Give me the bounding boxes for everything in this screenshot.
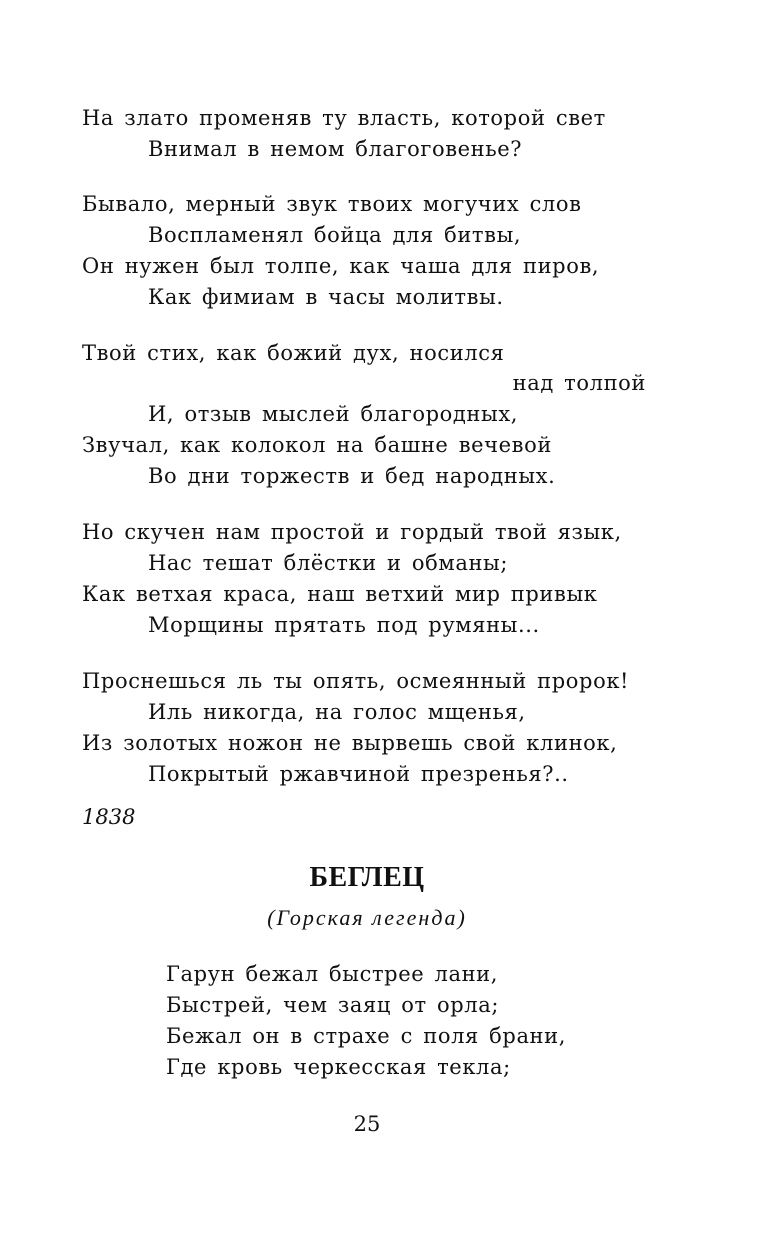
- poem-line: Гарун бежал быстрее лани,: [166, 962, 499, 986]
- poem-line: Как ветхая краса, наш ветхий мир привык: [82, 582, 598, 606]
- poem-line: Но скучен нам простой и гордый твой язык,: [82, 520, 622, 544]
- poem-line: Бежал он в страхе с поля брани,: [166, 1024, 567, 1048]
- poem-line: Бывало, мерный звук твоих могучих слов: [82, 192, 582, 216]
- poem-subtitle: (Горская легенда): [267, 905, 467, 930]
- poem-date: 1838: [82, 805, 136, 829]
- poem-title: БЕГЛЕЦ: [309, 862, 425, 893]
- poem-line: Твой стих, как божий дух, носился: [82, 341, 505, 365]
- poem-line: Из золотых ножон не вырвешь свой клинок,: [82, 731, 618, 755]
- poem-line-continuation: над толпой: [512, 371, 646, 395]
- poem-line: И, отзыв мыслей благородных,: [148, 402, 519, 426]
- poem-line: Он нужен был толпе, как чаша для пиров,: [82, 254, 600, 278]
- poem-line: Во дни торжеств и бед народных.: [148, 464, 556, 488]
- poem-line: Внимал в немом благоговенье?: [148, 137, 523, 161]
- poem-line: Морщины прятать под румяны...: [148, 613, 540, 637]
- poem-line: Покрытый ржавчиной презренья?..: [148, 762, 569, 786]
- poem-line: Воспламенял бойца для битвы,: [148, 223, 522, 247]
- poem-line: Нас тешат блёстки и обманы;: [148, 551, 509, 575]
- poem-line: Как фимиам в часы молитвы.: [148, 285, 504, 309]
- poem-line: Быстрей, чем заяц от орла;: [166, 993, 500, 1017]
- poem-line: Проснешься ль ты опять, осмеянный пророк!: [82, 669, 630, 693]
- poem-line: На злато променяв ту власть, которой свет: [82, 106, 606, 130]
- poem-line: Звучал, как колокол на башне вечевой: [82, 433, 552, 457]
- poem-line: Иль никогда, на голос мщенья,: [148, 700, 526, 724]
- poem-line: Где кровь черкесская текла;: [166, 1055, 511, 1079]
- page-number: 25: [353, 1112, 381, 1136]
